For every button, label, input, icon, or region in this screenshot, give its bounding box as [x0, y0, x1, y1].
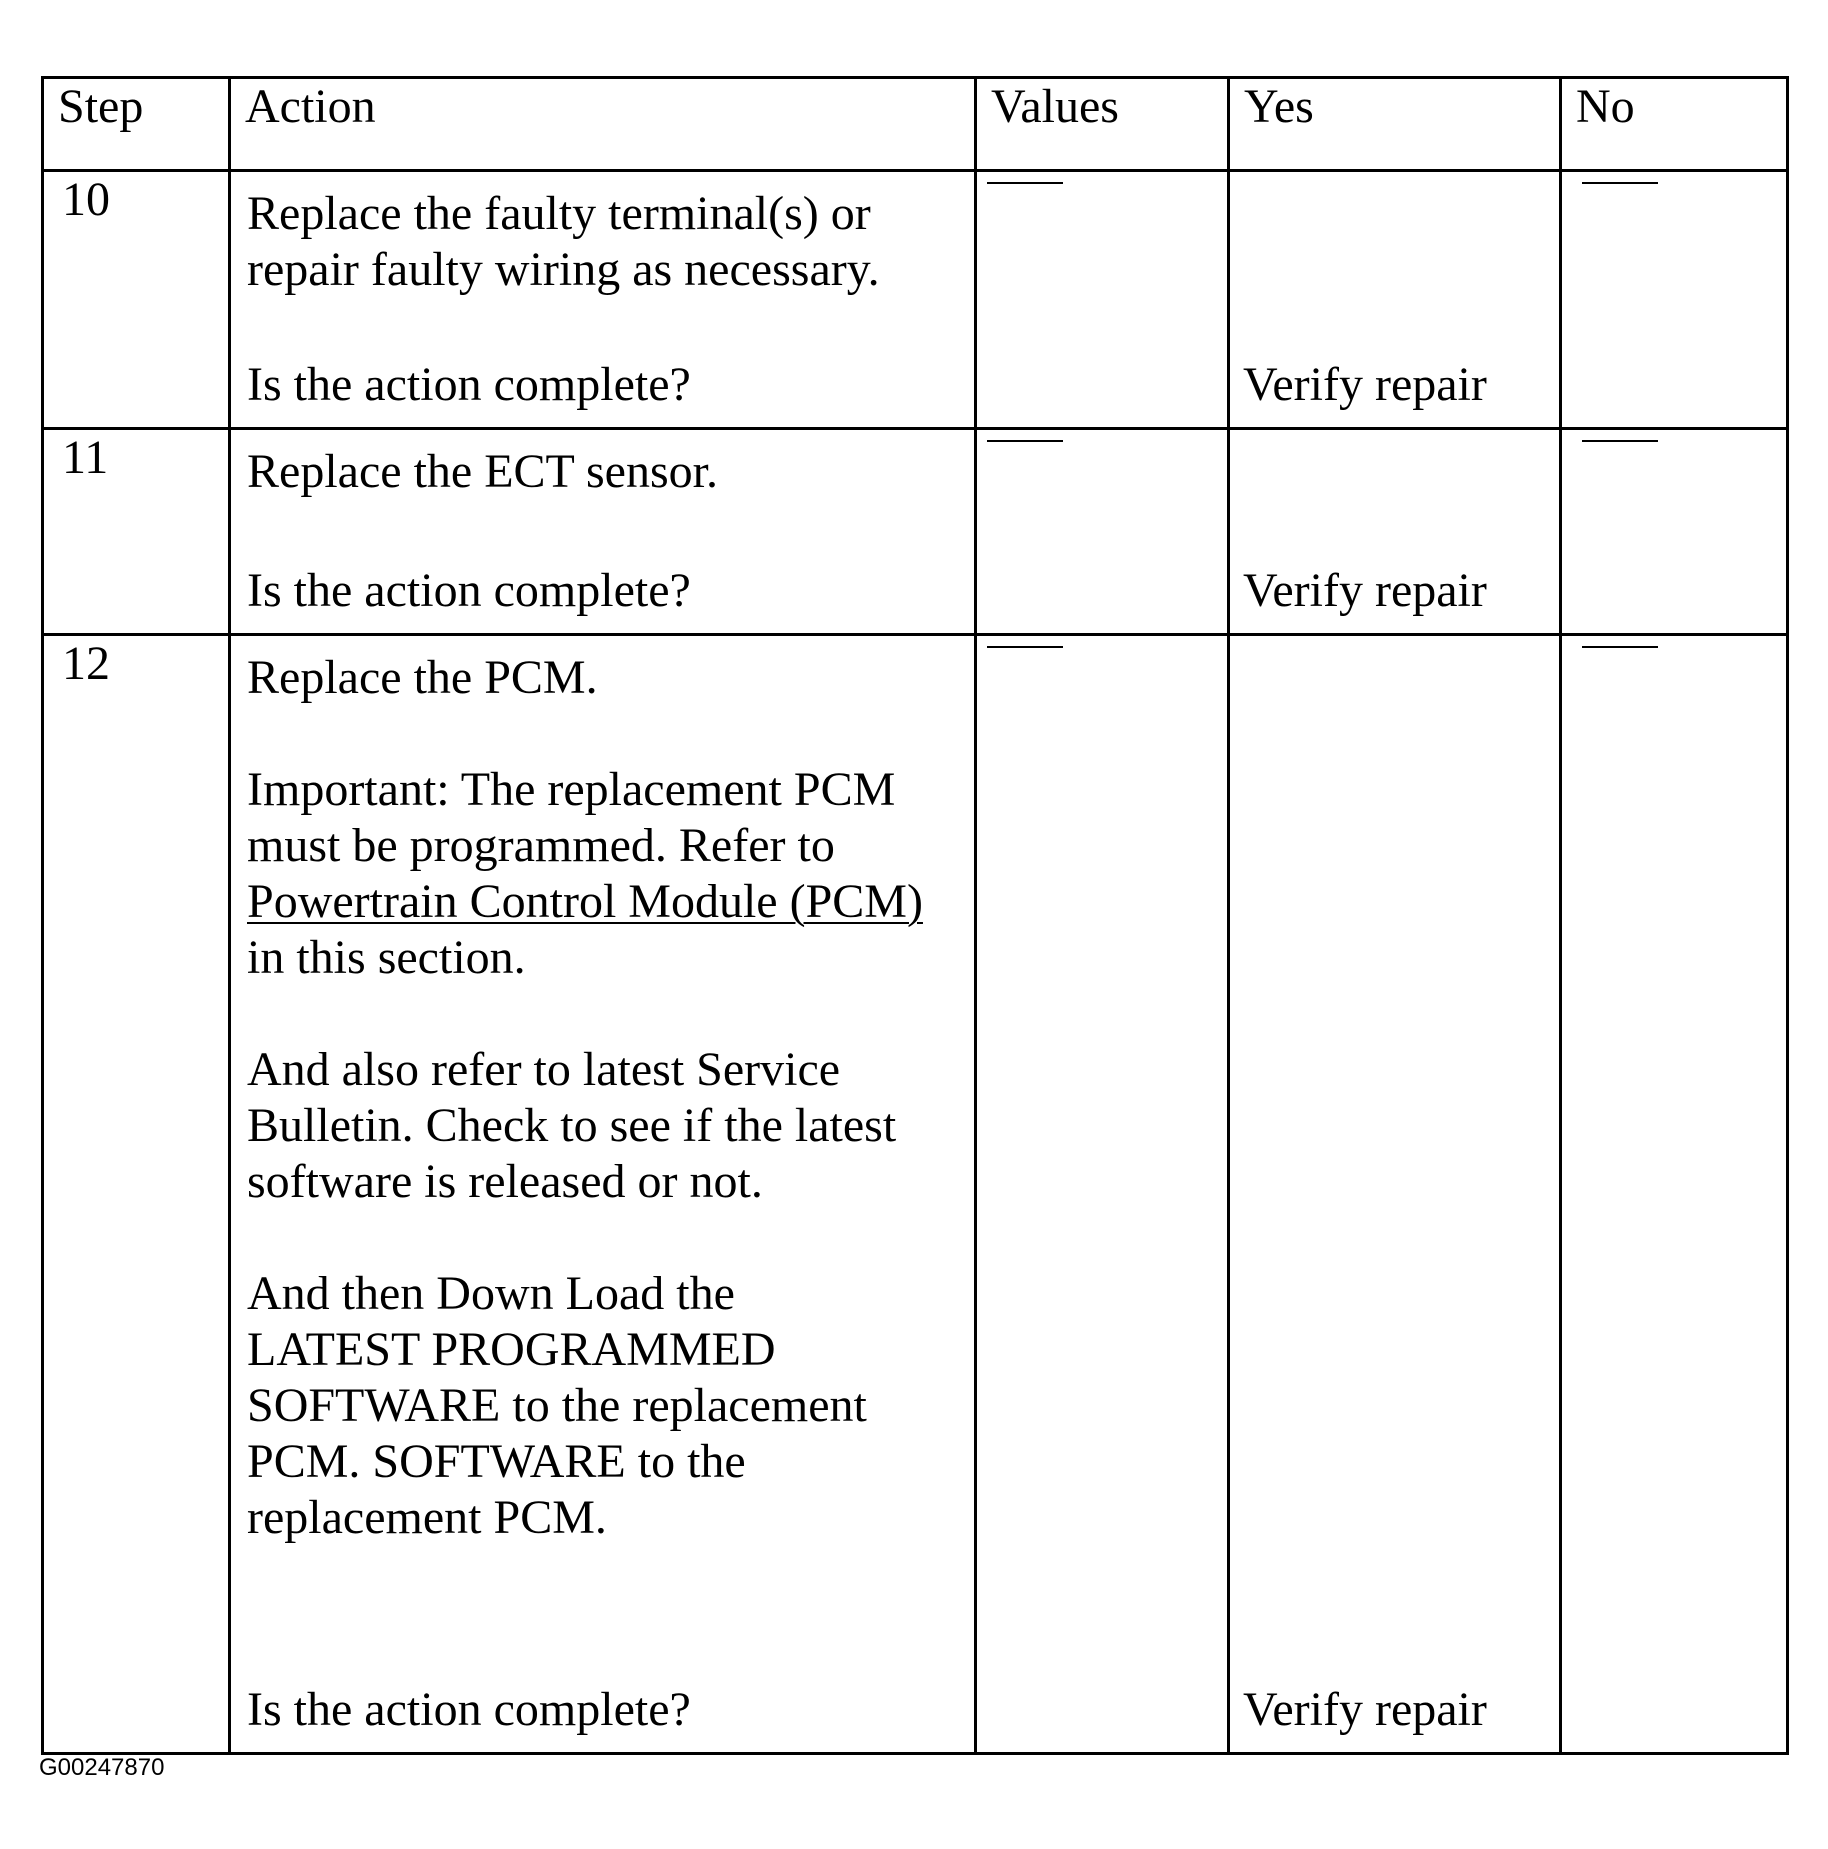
section-reference-text: in this section.: [247, 931, 526, 984]
diagnostic-table: [41, 76, 1789, 1755]
action-text: Replace the faulty terminal(s) or repair faulty wiring as necessary.: [247, 187, 880, 296]
action-paragraph-1: Replace the PCM.: [247, 651, 598, 704]
header-step-label: Step: [58, 80, 144, 133]
pcm-reference-link[interactable]: Powertrain Control Module (PCM): [247, 875, 923, 928]
yes-cell: [1229, 171, 1561, 429]
values-cell: [976, 429, 1229, 635]
no-dash: [1582, 182, 1658, 184]
values-cell: [976, 171, 1229, 429]
action-paragraph-2: [247, 762, 963, 986]
values-cell: [976, 635, 1229, 1754]
action-question: Is the action complete?: [247, 358, 691, 411]
step-cell: [43, 171, 230, 429]
no-cell: [1561, 429, 1788, 635]
action-paragraph-3: And also refer to latest Service Bulletin. Check to see if the latest software is released or not.: [247, 1043, 897, 1208]
step-number: 12: [62, 637, 110, 690]
action-question: Is the action complete?: [247, 1683, 691, 1736]
yes-cell: [1229, 635, 1561, 1754]
header-no-label: No: [1576, 80, 1635, 133]
values-dash: [987, 646, 1063, 648]
action-cell: [230, 429, 976, 635]
action-text: Replace the ECT sensor.: [247, 445, 718, 498]
header-yes: [1229, 78, 1561, 171]
table-row: [43, 635, 1788, 1754]
header-yes-label: Yes: [1244, 80, 1314, 133]
step-number: 11: [62, 431, 109, 484]
diagnostic-table-container: [41, 76, 1786, 1755]
step-cell: [43, 429, 230, 635]
values-dash: [987, 182, 1063, 184]
no-cell: [1561, 635, 1788, 1754]
important-note-text: Important: The replacement PCM must be programmed. Refer to: [247, 763, 896, 872]
no-dash: [1582, 646, 1658, 648]
action-paragraph-4: And then Down Load the LATEST PROGRAMMED SOFTWARE to the replacement PCM. SOFTWARE to the replacement PCM.: [247, 1267, 867, 1544]
yes-cell: [1229, 429, 1561, 635]
yes-verify-repair: Verify repair: [1243, 564, 1487, 617]
header-values-label: Values: [991, 80, 1119, 133]
header-no: [1561, 78, 1788, 171]
no-cell: [1561, 171, 1788, 429]
yes-verify-repair: Verify repair: [1243, 1683, 1487, 1736]
yes-verify-repair: Verify repair: [1243, 358, 1487, 411]
header-values: [976, 78, 1229, 171]
header-row: [43, 78, 1788, 171]
action-cell: [230, 635, 976, 1754]
action-cell: [230, 171, 976, 429]
header-step: [43, 78, 230, 171]
header-action: [230, 78, 976, 171]
table-row: [43, 171, 1788, 429]
figure-id: G00247870: [39, 1754, 165, 1781]
values-dash: [987, 440, 1063, 442]
header-action-label: Action: [245, 80, 376, 133]
step-cell: [43, 635, 230, 1754]
step-number: 10: [62, 173, 110, 226]
no-dash: [1582, 440, 1658, 442]
action-question: Is the action complete?: [247, 564, 691, 617]
table-row: [43, 429, 1788, 635]
